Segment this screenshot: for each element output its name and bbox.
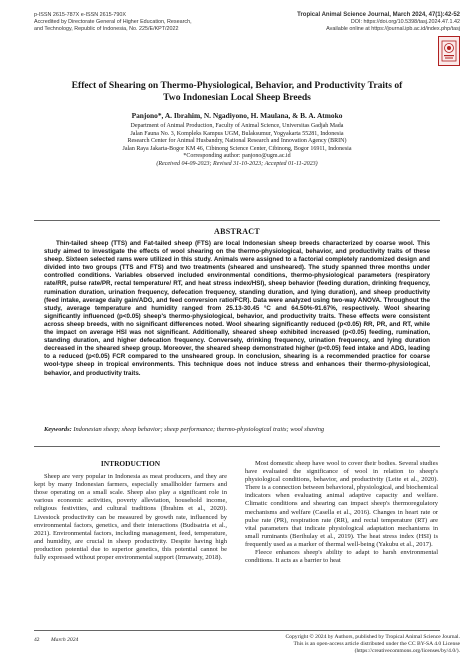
body-paragraph: Fleece enhances sheep's ability to adapt to harsh environmental conditions. It acts as a barrier to heat	[245, 549, 438, 565]
accreditation-line-2: and Technology, Republic of Indonesia, No. 225/E/KPT/2022	[34, 26, 179, 32]
affiliation-line: Department of Animal Production, Faculty of Animal Science, Universitas Gadjah Mada	[130, 123, 344, 129]
footer-left	[34, 637, 78, 643]
affiliation-line: Jalan Raya Jakarta-Bogor KM 46, Cibinong Science Center, Cibinong, Bogor 16911, Indonesia	[122, 145, 352, 152]
introduction-heading: INTRODUCTION	[100, 459, 161, 468]
journal-header-right	[245, 12, 460, 33]
body-paragraph: Sheep are very popular in Indonesia as meat producers, and they are kept by many Indonesian farmers, especially smallholder farmers and those operating on a small scale. Sheep also play a significant role in various economic activities, poverty alleviation, household income, religious festivities, and cultural traditions (Ibrahim et al., 2020). Livestock productivity can be measured by growth rate, influenced by environmental factors, genetics, and their interactions (Budisatria et al., 2021). Environmental factors, including management, feed, temperature, and humidity, are crucial in sheep productivity. Despite having high production potential due to superior genetics, this potential cannot be fully expressed without proper environmental support (Irmawaty, 2018).	[34, 473, 227, 562]
received-dates: (Received 04-09-2023; Revised 31-10-2023; Accepted 01-11-2023)	[156, 160, 318, 167]
keywords-text: Indonesian sheep; sheep behavior; sheep performance; thermo-physiological traits; wool shaving	[73, 426, 325, 433]
article-title-line-2: Two Indonesian Local Sheep Breeds	[163, 92, 311, 103]
corresponding-author: *Corresponding author: panjono@ugm.ac.id	[183, 153, 291, 160]
keywords-label: Keywords:	[44, 426, 72, 433]
abstract-heading: ABSTRACT	[214, 227, 260, 236]
page-number: 42	[34, 637, 40, 643]
affiliation-line: Jalan Fauna No. 3, Kompleks Kampus UGM, Bulaksumur, Yogyakarta 55281, Indonesia	[130, 130, 344, 137]
article-authors: Panjono*, A. Ibrahim, N. Ngadiyono, H. Maulana, & B. A. Atmoko	[131, 111, 343, 120]
license-url-link[interactable]: (https://creativecommons.org/licenses/by/4.0/).	[354, 648, 460, 654]
accreditation-line-1: Accredited by Directorate General of Higher Education, Research,	[34, 19, 192, 25]
footer-divider	[34, 630, 440, 631]
article-title	[0, 80, 474, 104]
issue-month: March 2024	[51, 637, 79, 643]
body-column-right	[245, 460, 438, 565]
license-line: This is an open-access article distributed under the CC BY-SA 4.0 License	[293, 641, 460, 647]
journal-url-link[interactable]: Available online at https://journal.ipb.ac.id/index.php/tasj	[326, 26, 460, 32]
body-paragraph: Most domestic sheep have wool to cover their bodies. Several studies have evaluated the significance of wool in relation to sheep's physiological conditions, behavior, and productivity (Leite et al., 2020). There is a connection between behavioral, physiological, and biochemical indicators when evaluating animal adaptive capacity and welfare. Climatic conditions and shearing can impact sheep's thermoregulatory mechanisms and welfare (Casella et al., 2016). Changes in heart rate or pulse rate (PR), respiration rate (RR), and rectal temperature (RT) are vital parameters that indicate physiological adaptation mechanisms in small ruminants (Berihulay et al., 2019). The heat stress index (HSI) is frequently used as a marker of thermal well-being (Yakubu et al., 2017).	[245, 460, 438, 548]
copyright-line: Copyright © 2024 by Authors, published by Tropical Animal Science Journal.	[285, 634, 460, 640]
abstract-text: Thin-tailed sheep (TTS) and Fat-tailed sheep (FTS) are local Indonesian sheep breeds characterized by coarse wool. This study aimed to investigate the effects of wool shearing on the thermo-physiological, behavior, and productivity traits of these sheep. Sixteen selected rams were utilized in this study. Animals were assigned to a factorial completely randomized design and divided into two groups (TTS and FTS) and two treatments (sheared and unsheared). The study spanned three months under controlled conditions. Variables observed included environmental conditions, thermo-physiological parameters (respiratory rate/RR, pulse rate/PR, rectal temperature/ RT, and heat stress index/HSI), sheep behavior (feeding duration, drinking frequency, rumination duration, urination frequency, defecation frequency, standing duration, and lying duration), and sheep productivity (feed intake, average daily gain/ADG, and feed conversion ratio/FCR). Data were analyzed using two-way ANOVA. Throughout the study, average temperature and humidity ranged from 25.13-30.45 °C and 64.50%-91.67%, respectively. Wool shearing significantly influenced (p<0.05) sheep's thermo-physiological, behavior, and productivity traits. These effects were consistent across sheep breeds, with no significant differences noted. Wool shearing significantly reduced (p<0.05) RR, PR, and RT, while the impact on average HSI was not significant. Additionally, sheared sheep exhibited increased (p<0.05) feeding, rumination, standing duration, and higher defecation frequency. Conversely, drinking frequency, urination frequency, and lying duration decreased in the sheared sheep group. Moreover, the sheared sheep demonstrated higher (p<0.05) feed intake and ADG, leading to a reduced (p<0.05) FCR compared to the unsheared group. In conclusion, shearing is a recommended practice for coarse wool-type sheep in tropical environments. This technique does not induce stress and enhances their thermo-physiological, behavior, and productivity traits.	[44, 240, 430, 377]
journal-seal-icon	[438, 36, 460, 66]
body-column-left	[34, 460, 227, 562]
keywords	[44, 426, 430, 434]
journal-citation: Tropical Animal Science Journal, March 2024, 47(1):42-52	[297, 12, 460, 18]
doi-link[interactable]: DOI: https://doi.org/10.5398/tasj.2024.47.1.42	[350, 19, 460, 25]
footer-right	[200, 634, 460, 655]
divider-top	[34, 220, 440, 221]
affiliation-line: Research Center for Animal Husbandry, National Research and Innovation Agency (BRIN)	[127, 138, 347, 145]
issn-line: p-ISSN 2615-787X e-ISSN 2615-790X	[34, 12, 126, 18]
article-title-line-1: Effect of Shearing on Thermo-Physiological, Behavior, and Productivity Traits of	[71, 80, 403, 91]
divider-bottom	[34, 446, 440, 447]
journal-header-left	[34, 12, 192, 33]
affiliations	[0, 123, 474, 169]
